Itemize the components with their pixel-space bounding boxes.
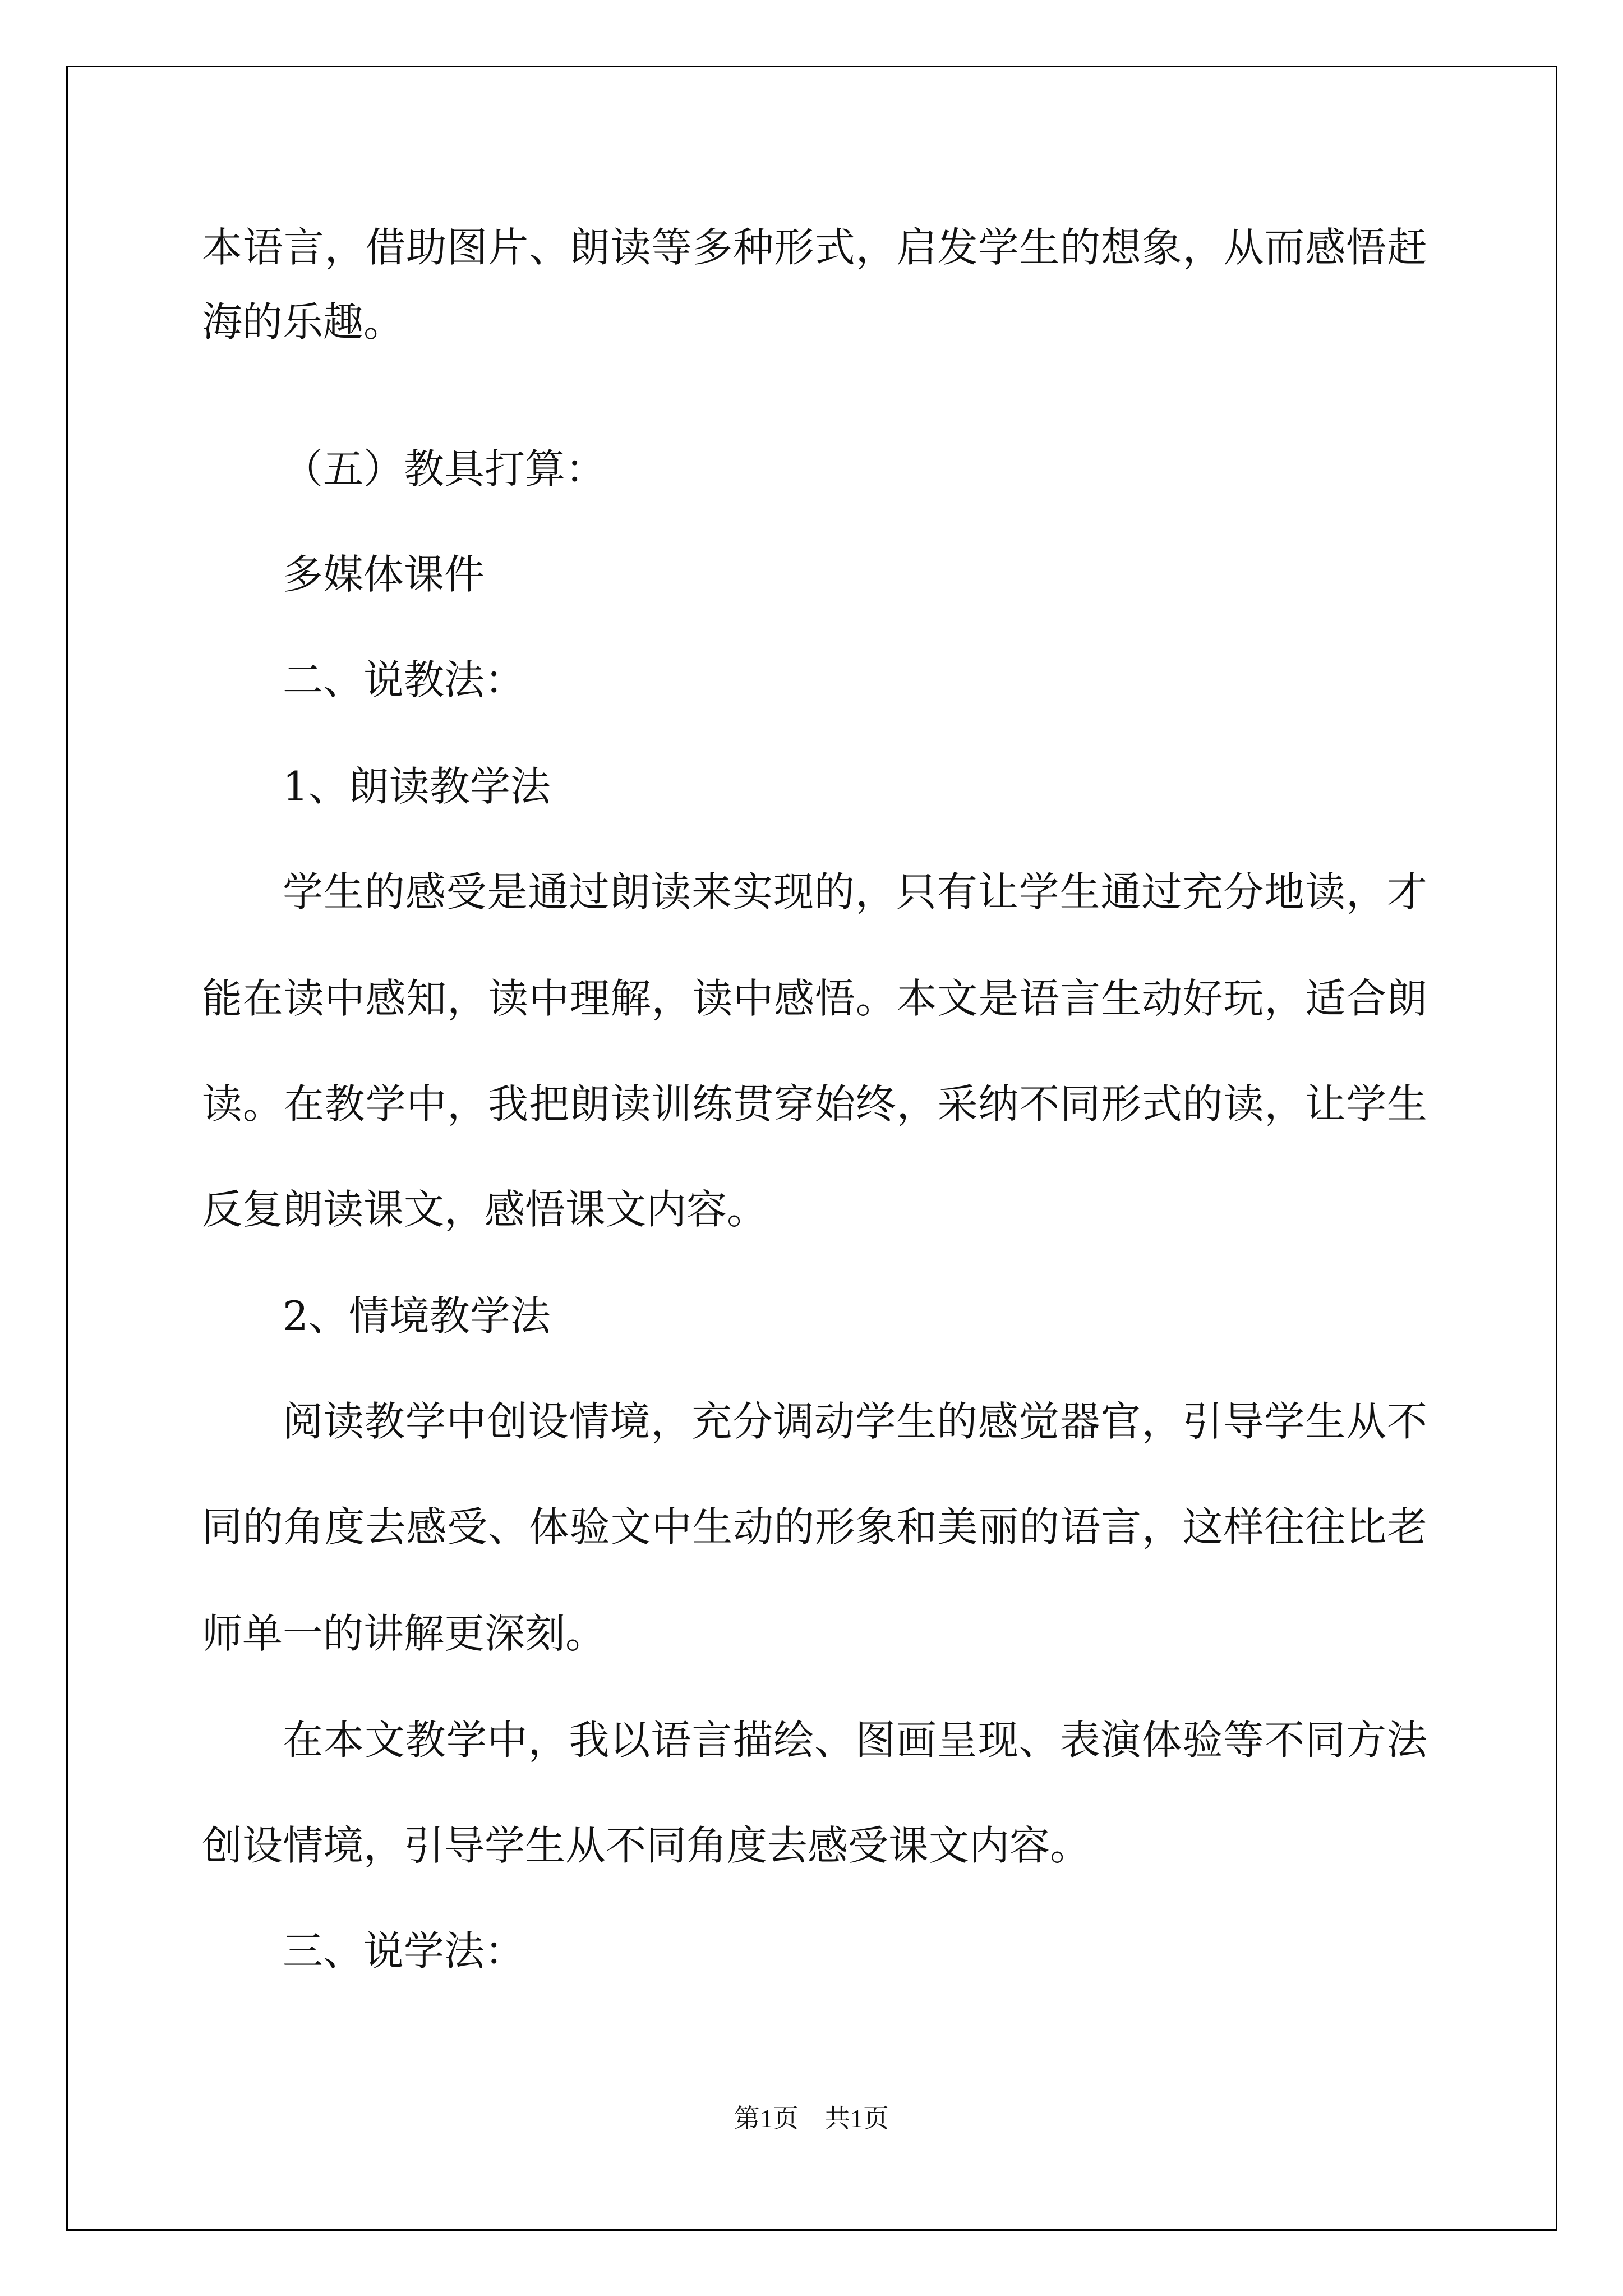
paragraph-line: 同的角度去感受、体验文中生动的形象和美丽的语言，这样往往比老 (202, 1503, 1427, 1550)
paragraph-line: 在本文教学中，我以语言描绘、图画呈现、表演体验等不同方法 (283, 1717, 1427, 1764)
paragraph-line: 创设情境，引导学生从不同角度去感受课文内容。 (202, 1822, 1091, 1869)
paragraph-line: 师单一的讲解更深刻。 (202, 1610, 606, 1657)
section-heading: 二、说教法： (283, 656, 525, 703)
page-footer: 第1页 共1页 (734, 2104, 889, 2133)
paragraph-line: 读。在教学中，我把朗读训练贯穿始终，采纳不同形式的读，让学生 (202, 1080, 1427, 1128)
subsection-heading: 1、朗读教学法 (283, 763, 551, 810)
paragraph-line: 学生的感受是通过朗读来实现的，只有让学生通过充分地读，才 (283, 868, 1427, 915)
page-border (66, 66, 1557, 2231)
paragraph-line: 多媒体课件 (283, 551, 485, 598)
section-heading: （五）教具打算： (283, 445, 606, 493)
paragraph-line: 阅读教学中创设情境，充分调动学生的感觉器官，引导学生从不 (283, 1398, 1427, 1445)
subsection-heading: 2、情境教学法 (283, 1292, 551, 1340)
paragraph-line: 能在读中感知，读中理解，读中感悟。本文是语言生动好玩，适合朗 (202, 975, 1427, 1022)
paragraph-line: 海的乐趣。 (202, 298, 404, 346)
paragraph-line: 反复朗读课文，感悟课文内容。 (202, 1186, 768, 1233)
section-heading: 三、说学法： (283, 1927, 525, 1975)
paragraph-line: 本语言，借助图片、朗读等多种形式，启发学生的想象，从而感悟赶 (202, 224, 1427, 271)
